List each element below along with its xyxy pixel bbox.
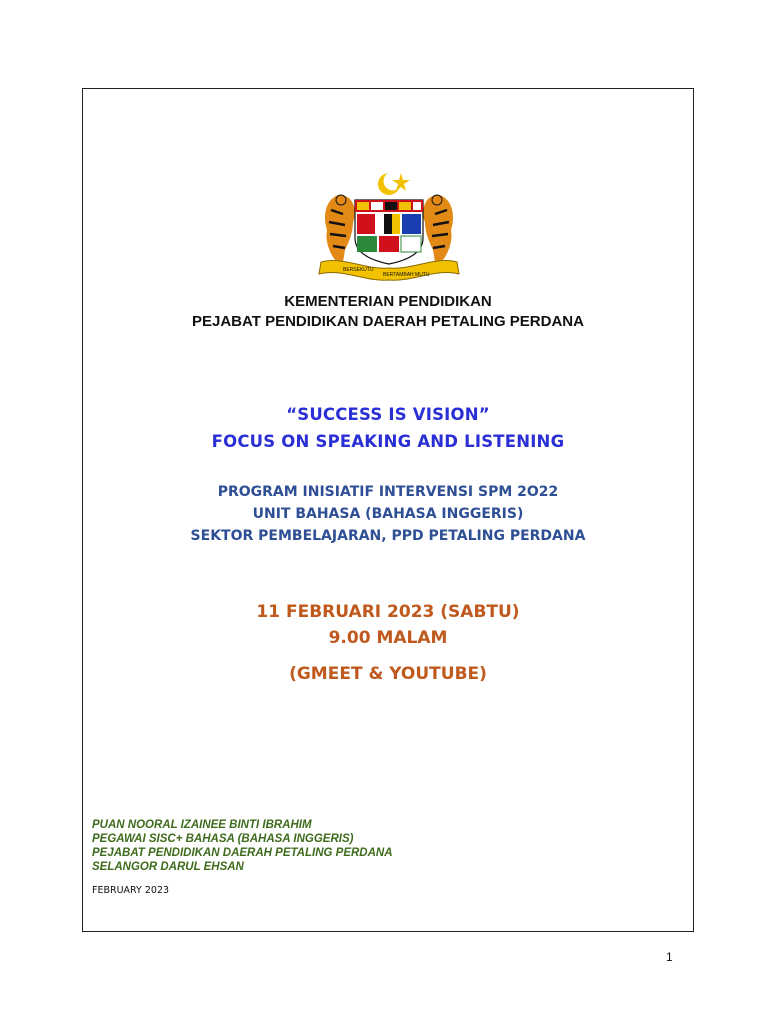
district-office-name: PEJABAT PENDIDIKAN DAERAH PETALING PERDANA xyxy=(192,313,584,330)
svg-text:BERSEKUTU: BERSEKUTU xyxy=(343,267,374,273)
ministry-name: KEMENTERIAN PENDIDIKAN xyxy=(284,293,492,310)
svg-text:BERTAMBAH MUTU: BERTAMBAH MUTU xyxy=(383,272,430,278)
signatory-office: PEJABAT PENDIDIKAN DAERAH PETALING PERDANA xyxy=(92,847,393,859)
signatory-position: PEGAWAI SISC+ BAHASA (BAHASA INGGERIS) xyxy=(92,833,354,845)
event-date: 11 FEBRUARI 2023 (SABTU) xyxy=(256,602,520,622)
quote-title: “SUCCESS IS VISION” xyxy=(286,405,490,424)
event-time: 9.00 MALAM xyxy=(328,628,448,648)
program-line-2: UNIT BAHASA (BAHASA INGGERIS) xyxy=(252,506,524,522)
program-line-3: SEKTOR PEMBELAJARAN, PPD PETALING PERDANA xyxy=(190,528,586,544)
page-number: 1 xyxy=(666,950,673,964)
focus-title: FOCUS ON SPEAKING AND LISTENING xyxy=(211,432,565,451)
event-platform: (GMEET & YOUTUBE) xyxy=(289,664,487,684)
signatory-state: SELANGOR DARUL EHSAN xyxy=(92,861,244,873)
signatory-name: PUAN NOORAL IZAINEE BINTI IBRAHIM xyxy=(92,819,312,831)
document-month: FEBRUARY 2023 xyxy=(92,885,170,896)
coat-of-arms-logo xyxy=(313,170,465,282)
program-line-1: PROGRAM INISIATIF INTERVENSI SPM 2O22 xyxy=(217,484,559,500)
